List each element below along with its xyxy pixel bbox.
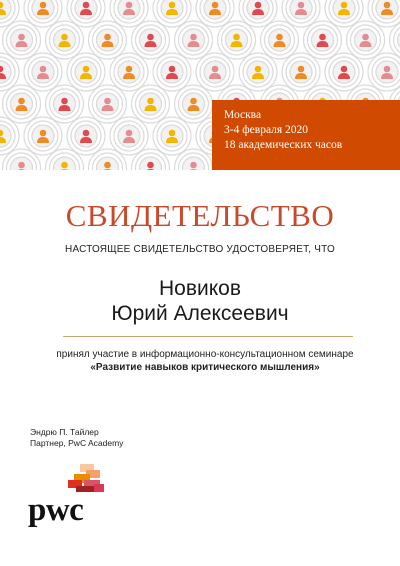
signer-name: Эндрю П. Тайлер: [30, 427, 99, 437]
person-avatar-icon: [67, 53, 105, 91]
person-avatar-icon: [239, 53, 277, 91]
person-avatar-icon: [46, 21, 84, 59]
person-avatar-icon: [110, 117, 148, 155]
event-city: Москва: [224, 109, 262, 121]
person-avatar-icon: [46, 85, 84, 123]
person-avatar-icon: [89, 21, 127, 59]
person-avatar-icon: [153, 117, 191, 155]
participation-statement: [40, 348, 370, 374]
certificate-subtitle: НАСТОЯЩЕЕ СВИДЕТЕЛЬСТВО УДОСТОВЕРЯЕТ, ЧТО: [65, 244, 335, 255]
person-avatar-icon: [282, 53, 320, 91]
person-avatar-icon: [175, 85, 213, 123]
person-avatar-icon: [67, 117, 105, 155]
pwc-wordmark: pwc: [28, 492, 84, 528]
seminar-title: «Развитие навыков критического мышления»: [90, 362, 320, 373]
event-dates: 3-4 февраля 2020: [224, 124, 309, 136]
person-avatar-icon: [218, 21, 256, 59]
recipient-given-names: Юрий Алексеевич: [111, 302, 289, 325]
person-avatar-icon: [261, 21, 299, 59]
person-avatar-icon: [24, 53, 62, 91]
person-avatar-icon: [304, 21, 342, 59]
person-avatar-icon: [196, 53, 234, 91]
recipient-surname: Новиков: [159, 277, 241, 300]
statement-prefix: принял участие в информационно-консультационном семинаре: [56, 349, 354, 360]
divider-line: [63, 336, 353, 337]
person-avatar-icon: [132, 85, 170, 123]
event-info-box: [212, 100, 400, 170]
person-avatar-icon: [132, 21, 170, 59]
person-avatar-icon: [325, 53, 363, 91]
person-avatar-icon: [368, 53, 400, 91]
person-avatar-icon: [3, 21, 41, 59]
person-avatar-icon: [24, 117, 62, 155]
person-avatar-icon: [3, 85, 41, 123]
recipient-name: [0, 276, 400, 326]
certificate-title: СВИДЕТЕЛЬСТВО: [65, 198, 335, 233]
person-avatar-icon: [175, 21, 213, 59]
person-avatar-icon: [89, 85, 127, 123]
person-avatar-icon: [347, 21, 385, 59]
signer-block: [30, 427, 123, 449]
event-hours: 18 академических часов: [224, 139, 343, 151]
signer-position: Партнер, PwC Academy: [30, 438, 124, 448]
person-avatar-icon: [153, 53, 191, 91]
person-avatar-icon: [110, 53, 148, 91]
